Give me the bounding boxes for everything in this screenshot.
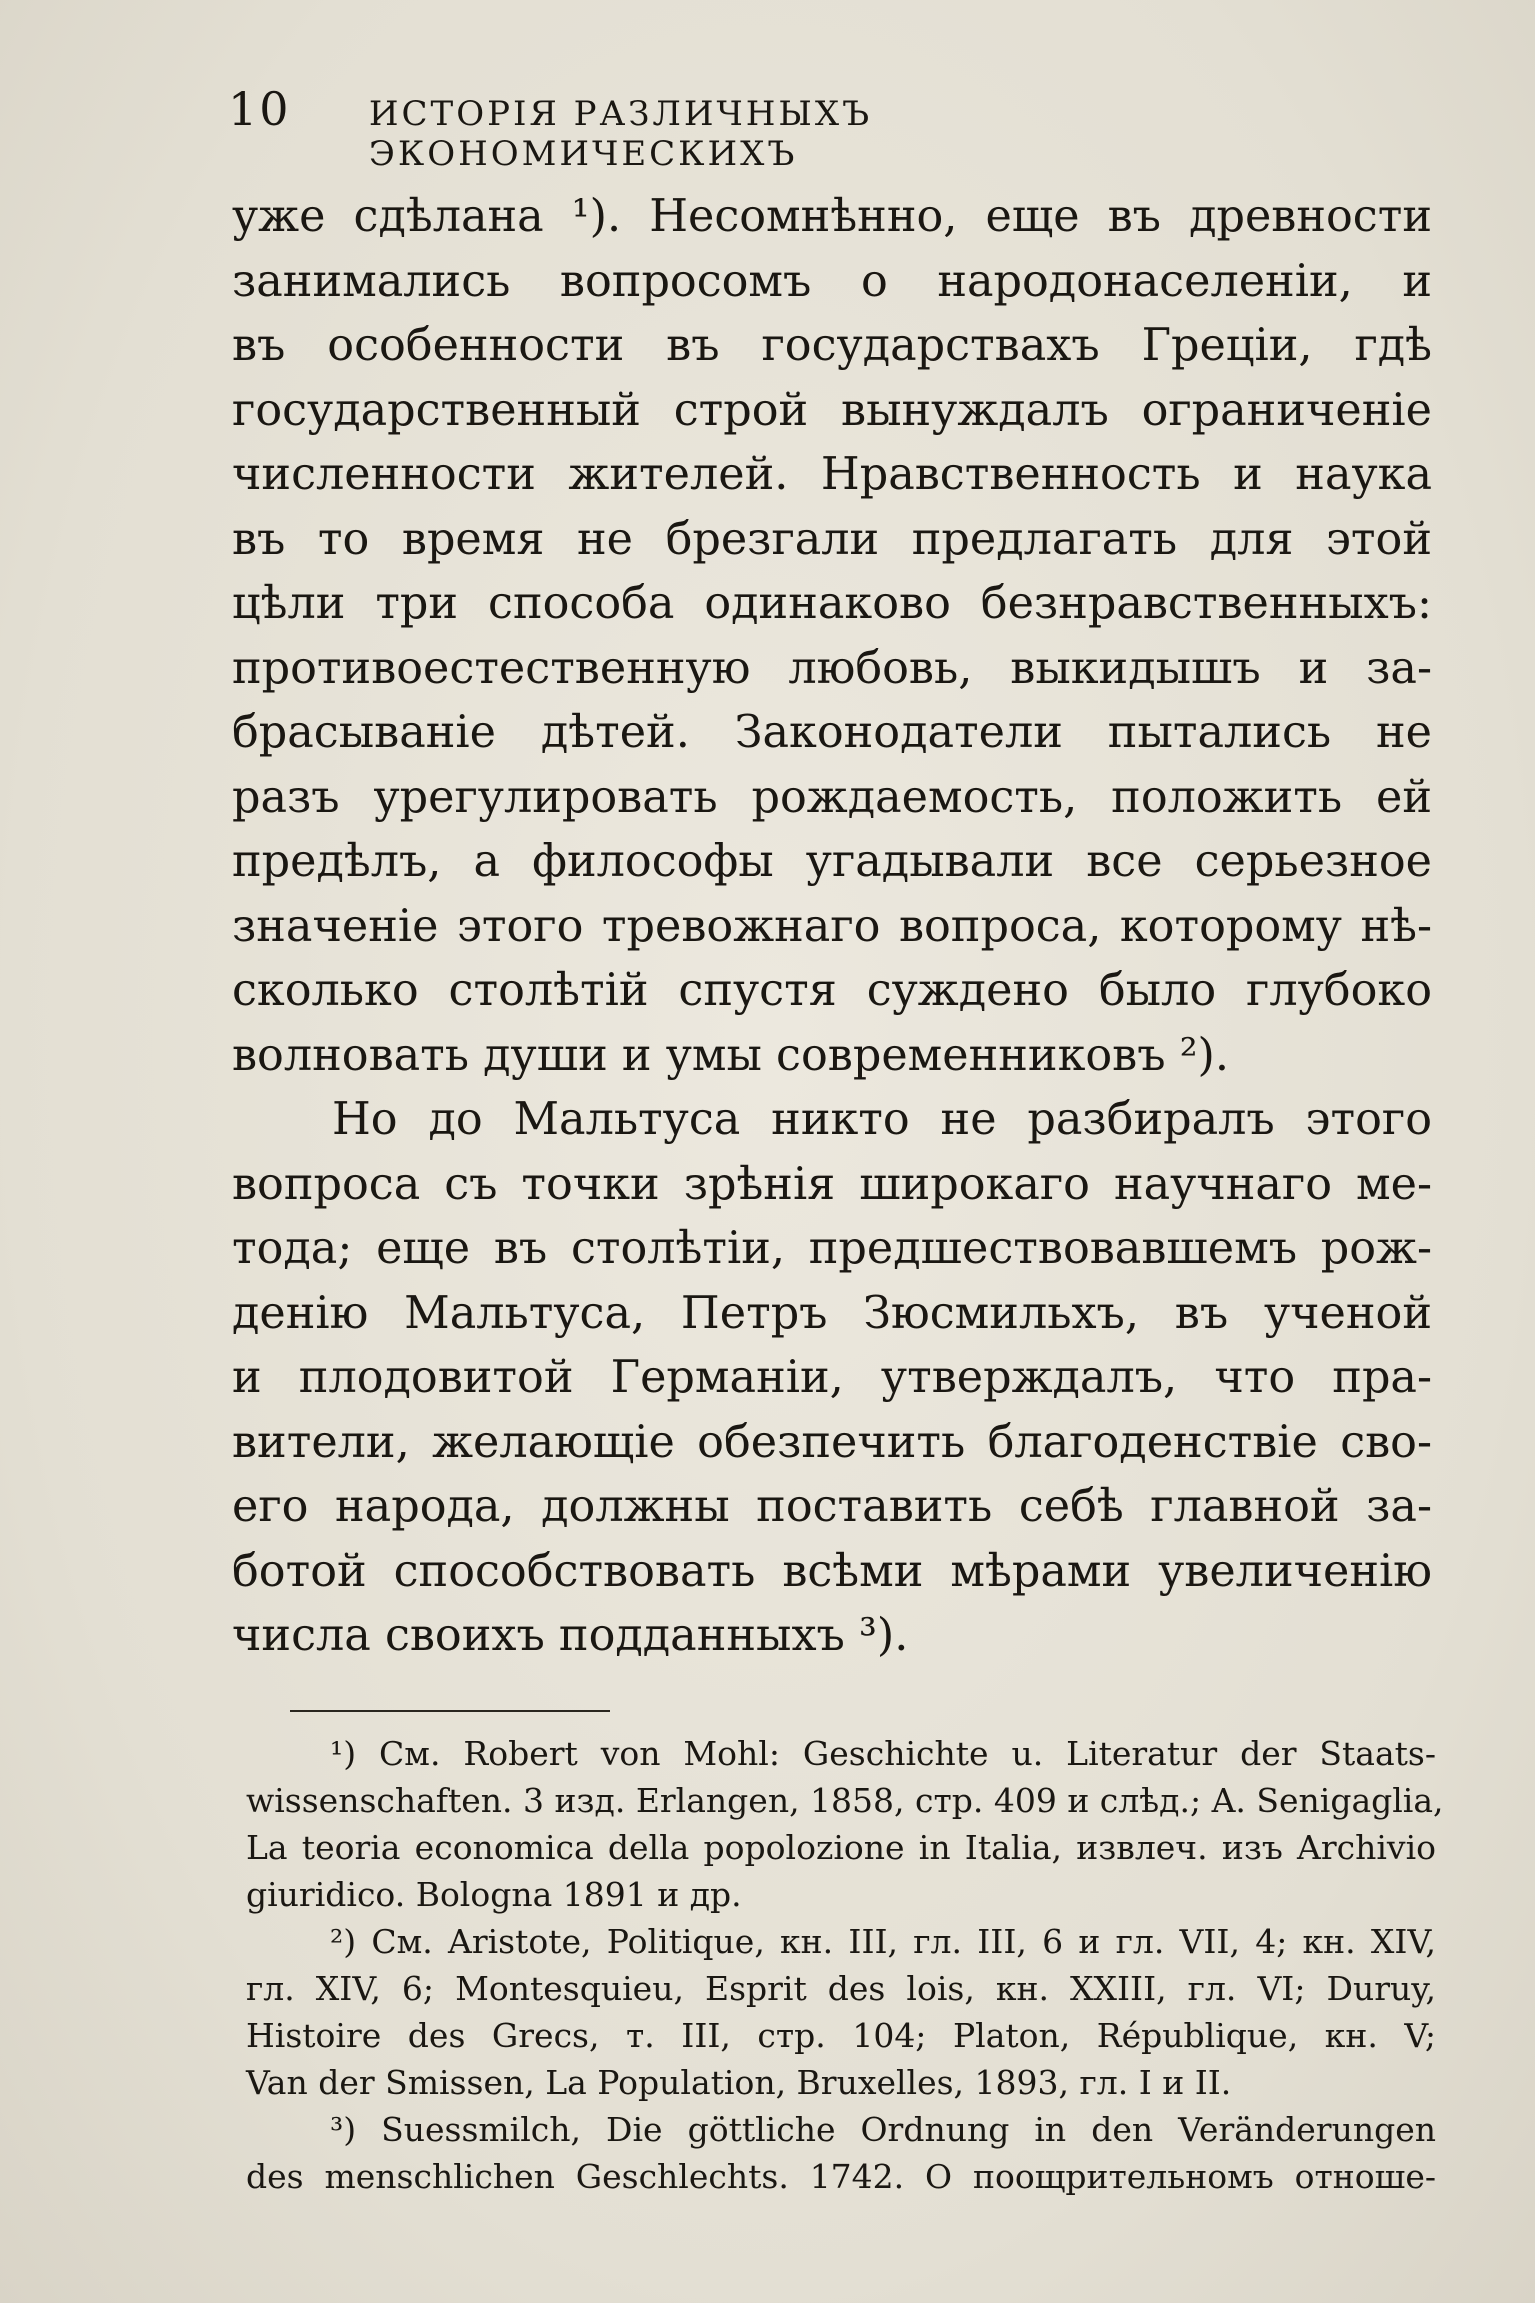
text-line: вопроса съ точки зрѣнія широкаго научнаго ме- [232,1158,1432,1210]
running-title: ИСТОРІЯ РАЗЛИЧНЫХЪ ЭКОНОМИЧЕСКИХЪ [368,94,873,174]
text-line: уже сдѣлана ¹). Несомнѣнно, еще въ древности [232,191,1432,242]
footnote-line: ³) Suessmilch, Die göttliche Ordnung in den Veränderungen [330,2110,1436,2149]
footnote-line: wissenschaften. 3 изд. Erlangen, 1858, стр. 409 и слѣд.; A. Senigaglia, [246,1781,1444,1820]
text-line: въ то время не брезгали предлагать для этой [232,513,1432,565]
text-line: тода; еще въ столѣтіи, предшествовавшемъ рож- [232,1223,1432,1274]
text-line: противоестественную любовь, выкидышъ и за- [232,642,1432,694]
main-text [232,185,1432,1669]
text-line: и плодовитой Германіи, утверждалъ, что пра- [232,1352,1432,1403]
footnotes [246,1730,1444,2200]
footnote-line: giuridico. Bologna 1891 и др. [246,1875,742,1914]
text-line: въ особенности въ государствахъ Греціи, гдѣ [232,320,1432,371]
text-line: численности жителей. Нравственность и наука [232,449,1432,500]
footnote-line: La teoria economica della popolozione in Italia, извлеч. изъ Archivio [246,1828,1436,1867]
footnote-line: Van der Smissen, La Population, Bruxelles, 1893, гл. I и II. [246,2063,1232,2102]
footnote-line: des menschlichen Geschlechts. 1742. О поощрительномъ отноше- [246,2157,1436,2196]
text-line: государственный строй вынуждалъ ограниченіе [232,384,1432,436]
text-line: ботой способствовать всѣми мѣрами увеличенію [232,1545,1432,1597]
footnote-divider [290,1710,610,1712]
text-line: числа своихъ подданныхъ ³). [232,1610,909,1661]
text-line: брасываніе дѣтей. Законодатели пытались не [232,707,1432,758]
text-line: вители, желающіе обезпечить благоденствіе сво- [232,1416,1432,1468]
text-line: разъ урегулировать рождаемость, положить ей [232,771,1432,823]
page-header [228,82,1248,174]
footnote-line: ²) См. Aristote, Politique, кн. III, гл. III, 6 и гл. VII, 4; кн. XIV, [330,1922,1436,1961]
text-line: сколько столѣтій спустя суждено было глубоко [232,965,1432,1016]
footnote-line: ¹) См. Robert von Mohl: Geschichte u. Literatur der Staats- [330,1734,1436,1773]
footnote-line: Histoire des Grecs, т. III, стр. 104; Platon, République, кн. V; [246,2016,1436,2055]
text-line: Но до Мальтуса никто не разбиралъ этого [332,1094,1432,1145]
page-number: 10 [228,82,291,136]
text-line: цѣли три способа одинаково безнравственныхъ: [232,578,1432,629]
text-line: денію Мальтуса, Петръ Зюсмильхъ, въ ученой [232,1287,1432,1339]
text-line: занимались вопросомъ о народонаселеніи, и [232,255,1432,307]
text-line: предѣлъ, а философы угадывали все серьезное [232,836,1432,887]
text-line: волновать души и умы современниковъ ²). [232,1029,1230,1081]
text-line: значеніе этого тревожнаго вопроса, которому нѣ- [232,900,1432,952]
footnote-line: гл. XIV, 6; Montesquieu, Esprit des lois, кн. XXIII, гл. VI; Duruy, [246,1969,1436,2008]
text-line: его народа, должны поставить себѣ главной за- [232,1481,1432,1532]
